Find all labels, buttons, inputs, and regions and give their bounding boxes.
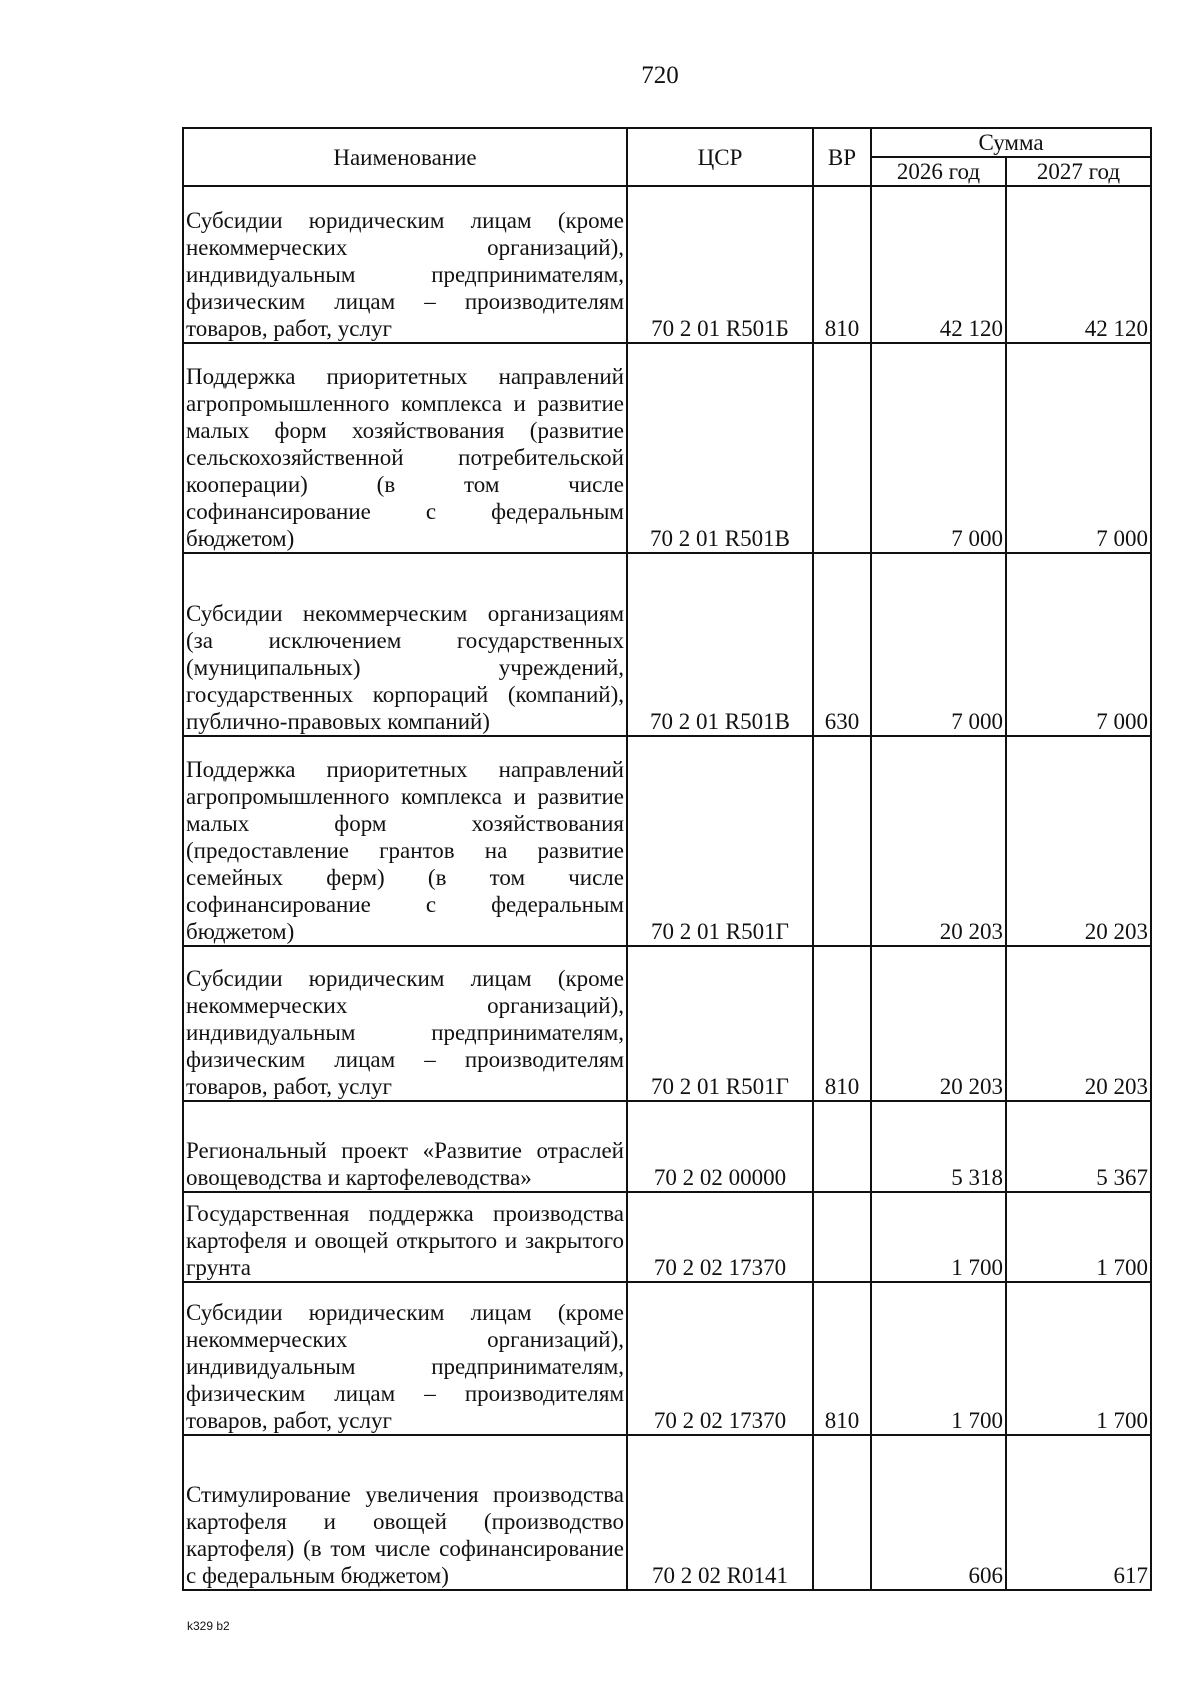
row-vr: 810 [813, 186, 871, 343]
table-row [183, 946, 1151, 1101]
table-body [183, 186, 1151, 1590]
row-name: Стимулирование увеличения производства картофеля и овощей (производство картофеля) (в том числе софинансирование с федеральным бюджетом) [183, 1435, 627, 1590]
header-sum: Сумма [871, 128, 1151, 157]
row-csr: 70 2 02 17370 [627, 1282, 813, 1435]
row-amount-2027: 20 203 [1006, 946, 1151, 1101]
header-csr: ЦСР [627, 128, 813, 186]
row-amount-2026: 20 203 [871, 736, 1006, 946]
budget-table [182, 127, 1152, 1591]
row-vr [813, 343, 871, 553]
row-csr: 70 2 01 R501Б [627, 186, 813, 343]
row-vr [813, 1101, 871, 1192]
row-csr: 70 2 02 17370 [627, 1192, 813, 1282]
row-csr: 70 2 01 R501В [627, 553, 813, 736]
row-amount-2026: 42 120 [871, 186, 1006, 343]
table-row [183, 1192, 1151, 1282]
row-csr: 70 2 01 R501В [627, 343, 813, 553]
row-name: Субсидии некоммерческим организациям (за исключением государственных (муниципальных) учреждений, государственных корпораций (компаний), публично-правовых компаний) [183, 553, 627, 736]
row-name: Государственная поддержка производства картофеля и овощей открытого и закрытого грунта [183, 1192, 627, 1282]
row-amount-2027: 20 203 [1006, 736, 1151, 946]
row-csr: 70 2 02 R0141 [627, 1435, 813, 1590]
row-amount-2026: 7 000 [871, 343, 1006, 553]
header-year-2027: 2027 год [1006, 157, 1151, 186]
table-row [183, 553, 1151, 736]
row-name: Субсидии юридическим лицам (кроме некоммерческих организаций), индивидуальным предпринимателям, физическим лицам – производителям товаров, работ, услуг [183, 186, 627, 343]
row-amount-2027: 7 000 [1006, 553, 1151, 736]
row-name: Субсидии юридическим лицам (кроме некоммерческих организаций), индивидуальным предпринимателям, физическим лицам – производителям товаров, работ, услуг [183, 946, 627, 1101]
table-row [183, 1435, 1151, 1590]
row-vr: 810 [813, 1282, 871, 1435]
row-amount-2027: 7 000 [1006, 343, 1151, 553]
row-vr [813, 736, 871, 946]
table-row [183, 736, 1151, 946]
row-csr: 70 2 01 R501Г [627, 946, 813, 1101]
header-name: Наименование [183, 128, 627, 186]
row-amount-2027: 617 [1006, 1435, 1151, 1590]
row-vr [813, 1435, 871, 1590]
row-vr: 630 [813, 553, 871, 736]
row-amount-2026: 20 203 [871, 946, 1006, 1101]
row-name: Поддержка приоритетных направлений агропромышленного комплекса и развитие малых форм хозяйствования (развитие сельскохозяйственной потребительской кооперации) (в том числе софинансирование с федеральным бюджетом) [183, 343, 627, 553]
row-name: Поддержка приоритетных направлений агропромышленного комплекса и развитие малых форм хозяйствования (предоставление грантов на развитие семейных ферм) (в том числе софинансирование с федеральным бюджетом) [183, 736, 627, 946]
document-footer-code: k329 b2 [187, 1619, 230, 1633]
row-vr [813, 1192, 871, 1282]
row-amount-2026: 606 [871, 1435, 1006, 1590]
header-vr: ВР [813, 128, 871, 186]
row-amount-2027: 1 700 [1006, 1282, 1151, 1435]
table-row [183, 343, 1151, 553]
row-vr: 810 [813, 946, 871, 1101]
table-row [183, 1101, 1151, 1192]
row-amount-2026: 1 700 [871, 1192, 1006, 1282]
page-number: 720 [641, 62, 679, 89]
table-row [183, 1282, 1151, 1435]
row-amount-2027: 5 367 [1006, 1101, 1151, 1192]
row-name: Субсидии юридическим лицам (кроме некоммерческих организаций), индивидуальным предпринимателям, физическим лицам – производителям товаров, работ, услуг [183, 1282, 627, 1435]
row-name: Региональный проект «Развитие отраслей овощеводства и картофелеводства» [183, 1101, 627, 1192]
header-year-2026: 2026 год [871, 157, 1006, 186]
row-amount-2026: 5 318 [871, 1101, 1006, 1192]
table-header [183, 128, 1151, 186]
row-csr: 70 2 01 R501Г [627, 736, 813, 946]
row-amount-2026: 1 700 [871, 1282, 1006, 1435]
row-amount-2026: 7 000 [871, 553, 1006, 736]
row-csr: 70 2 02 00000 [627, 1101, 813, 1192]
table-row [183, 186, 1151, 343]
row-amount-2027: 42 120 [1006, 186, 1151, 343]
row-amount-2027: 1 700 [1006, 1192, 1151, 1282]
